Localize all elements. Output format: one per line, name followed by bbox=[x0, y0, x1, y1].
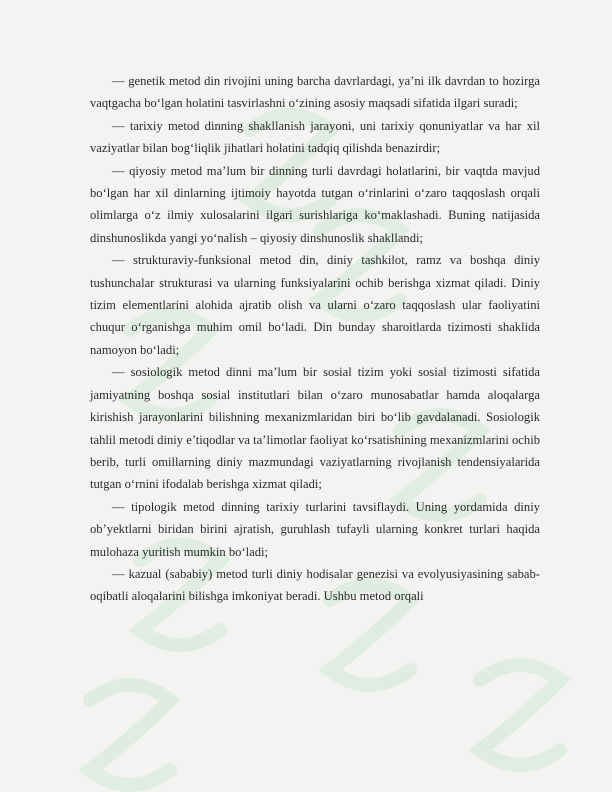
paragraph-strukturaviy-metod: — strukturaviy-funksional metod din, diniy tashkilot, ramz va boshqa diniy tushunchalar strukturasi va ularning funksiyalarini ochib berishga xizmat qiladi. Diniy tizim elementlarini alohida ajratib olish va ularni o‘zaro taqqoslash ular faoliyatini chuqur o‘rganishga muhim omil bo‘ladi. Din bunday sharoitlarda tizimosti shaklida namoyon bo‘ladi; bbox=[90, 253, 540, 357]
paragraph-tarixiy-metod: — tarixiy metod dinning shakllanish jarayoni, uni tarixiy qonuniyatlar va har xil vaziyatlar bilan bog‘liqlik jihatlari holatini tadqiq qilishda benazirdir; bbox=[90, 118, 540, 156]
paragraph-kazual-metod: — kazual (sababiy) metod turli diniy hodisalar genezisi va evolyusiyasining sabab-oqibatli aloqalarini bilishga imkoniyat beradi. Ushbu metod orqali bbox=[90, 566, 540, 604]
body-text bbox=[90, 70, 540, 608]
paragraph-qiyosiy-metod: — qiyosiy metod ma’lum bir dinning turli davrdagi holatlarini, bir vaqtda mavjud bo‘lgan har xil dinlarning ijtimoiy hayotda tutgan o‘rinlarini o‘zaro taqqoslash orqali olimlarga o‘z ilmiy xulosalarini ilgari surishlariga ko‘maklashadi. Buning natijasida dinshunoslikda yangi yo‘nalish – qiyosiy dinshunoslik shakllandi; bbox=[90, 163, 540, 245]
paragraph-tipologik-metod: — tipologik metod dinning tarixiy turlarini tavsiflaydi. Uning yordamida diniy ob’yektlarni biridan birini ajratish, guruhlash tufayli ularning konkret turlari haqida mulohaza yuritish mumkin bo‘ladi; bbox=[90, 499, 540, 559]
paragraph-sosiologik-metod: — sosiologik metod dinni ma’lum bir sosial tizim yoki sosial tizimosti sifatida jamiyatning boshqa sosial institutlari bilan o‘zaro munosabatlar hamda aloqalarga kirishish jarayonlarini bilishning mexanizmlaridan biri bo‘lib gavdalanadi. Sosiologik tahlil metodi diniy e’tiqodlar va ta’limotlar faoliyat ko‘rsatishining mexanizmlarini ochib berib, turli omillarning diniy mazmundagi vaziyatlarning rivojlanish tendensiyalarida tutgan o‘rnini ifodalab berishga xizmat qiladi; bbox=[90, 365, 540, 492]
paragraph-genetik-metod: — genetik metod din rivojini uning barcha davrlardagi, ya’ni ilk davrdan to hozirga vaqtgacha bo‘lgan holatini tasvirlashni o‘zining asosiy maqsadi sifatida ilgari suradi; bbox=[90, 74, 540, 111]
